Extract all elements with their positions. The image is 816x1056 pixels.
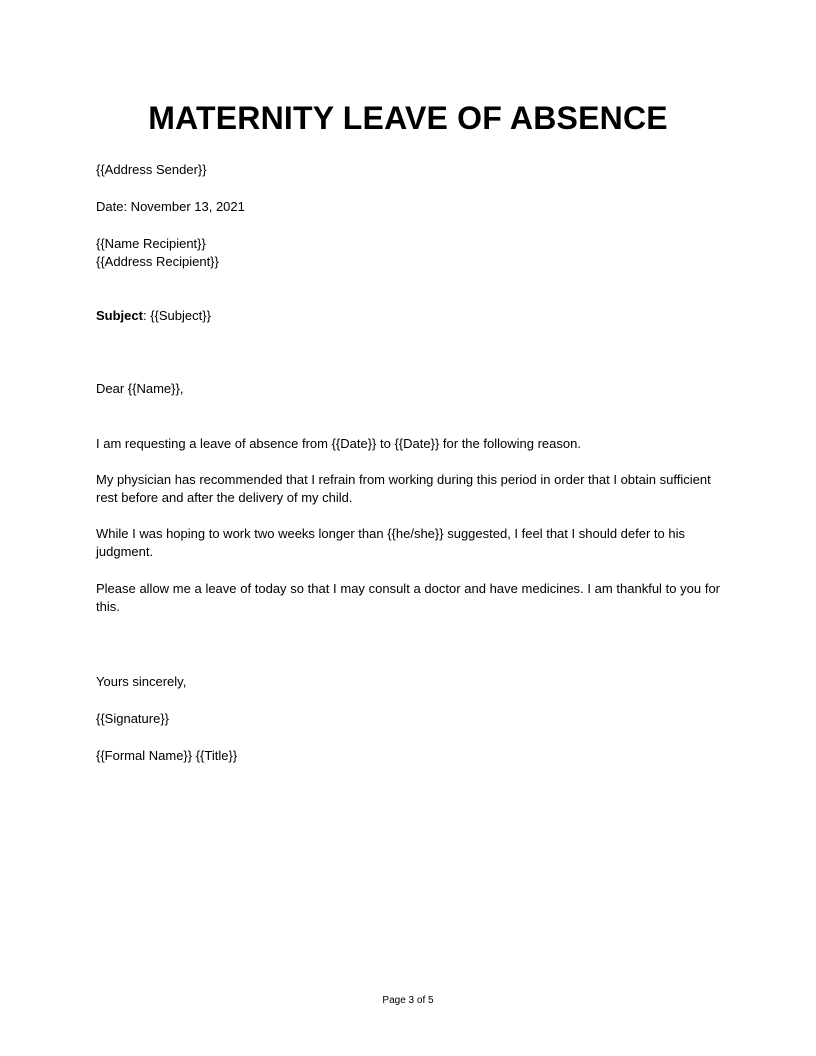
body-paragraph: Please allow me a leave of today so that I may consult a doctor and have medicines. I am thankful to you for this. bbox=[96, 581, 720, 614]
subject-value: : {{Subject}} bbox=[142, 308, 211, 323]
body-paragraph: While I was hoping to work two weeks longer than {{he/she}} suggested, I feel that I should defer to his judgment. bbox=[96, 526, 685, 559]
address-sender: {{Address Sender}} bbox=[96, 162, 207, 177]
subject-label: Subject bbox=[96, 308, 143, 323]
date-line: Date: November 13, 2021 bbox=[96, 199, 245, 214]
document-title: MATERNITY LEAVE OF ABSENCE bbox=[148, 100, 668, 136]
closing: Yours sincerely, bbox=[96, 674, 187, 689]
salutation: Dear {{Name}}, bbox=[96, 381, 184, 396]
body-paragraph: My physician has recommended that I refrain from working during this period in order that I obtain sufficient rest before and after the delivery of my child. bbox=[96, 472, 711, 505]
body-paragraph: I am requesting a leave of absence from {{Date}} to {{Date}} for the following reason. bbox=[96, 436, 581, 451]
subject-line bbox=[96, 307, 211, 325]
page-indicator: Page 3 of 5 bbox=[382, 995, 434, 1006]
formal-name-title: {{Formal Name}} {{Title}} bbox=[96, 748, 238, 763]
signature: {{Signature}} bbox=[96, 711, 170, 726]
address-recipient: {{Address Recipient}} bbox=[96, 254, 219, 269]
name-recipient: {{Name Recipient}} bbox=[96, 236, 206, 251]
